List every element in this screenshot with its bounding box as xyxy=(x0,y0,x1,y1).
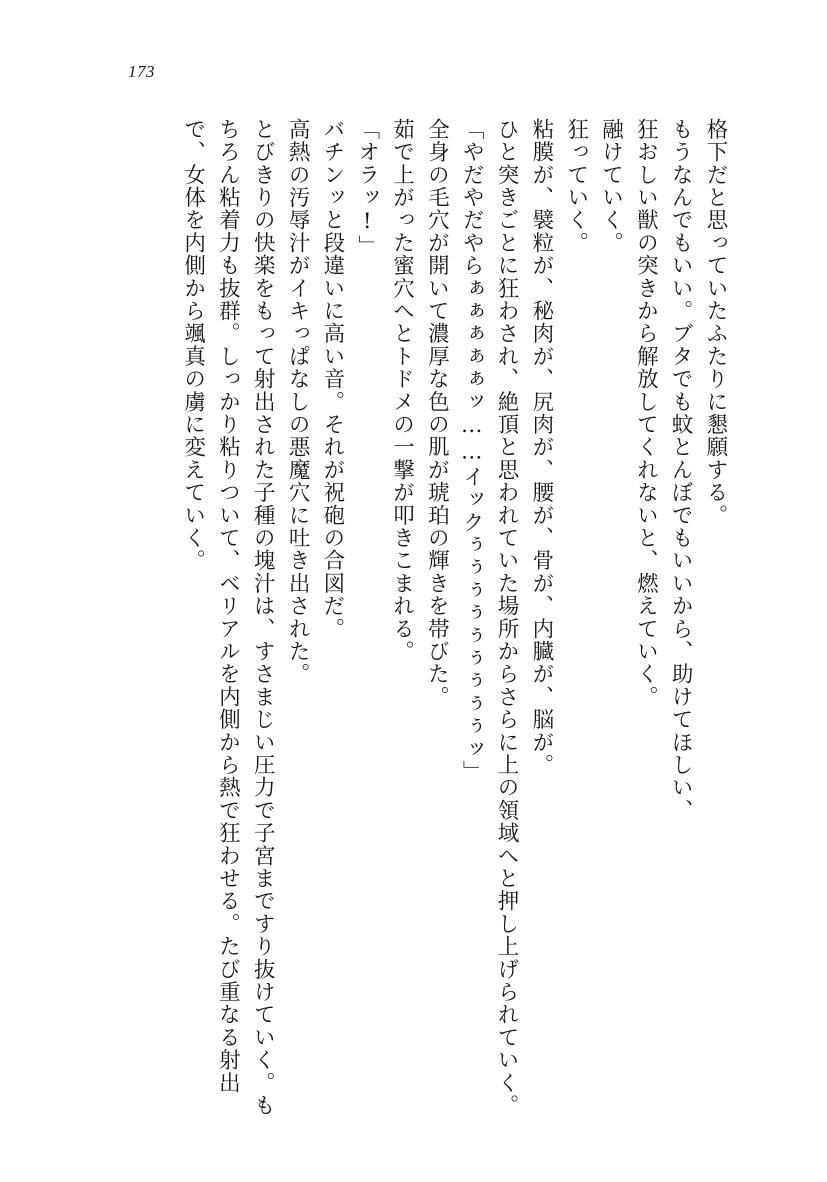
paragraph: ひと突きごとに狂わされ、絶頂と思われていた場所からさらに上の領域へと押し上げられていく。 xyxy=(494,118,520,1117)
paragraph: もうなんでもいい。ブタでも蚊とんぼでもいいから、助けてほしい、 xyxy=(668,118,694,822)
paragraph: 狂おしい獣の突きから解放してくれないと、燃えていく。 xyxy=(633,118,659,709)
page-body-text xyxy=(92,118,732,1118)
paragraph: 粘膜が、襞粒が、秘肉が、尻肉が、腰が、骨が、内臓が、脳が。 xyxy=(528,118,554,777)
paragraph: 狂っていく。 xyxy=(563,118,589,255)
paragraph: 全身の毛穴が開いて濃厚な色の肌が琥珀の輝きを帯びた。 xyxy=(424,118,450,709)
paragraph: とびきりの快楽をもって射出された子種の塊汁は、すさまじい圧力で子宮まですり抜けていく。もちろん粘着力も抜群。しっかり粘りついて、ベリアルを内側から熱で狂わせる。たび重なる射出で、女体を内側から颯真の虜に変えていく。 xyxy=(180,118,276,1117)
paragraph: 「やだやだやらぁぁぁぁぁッ……イックぅぅぅぅぅぅぅぅぅッ」 xyxy=(459,118,485,784)
paragraph: 融けていく。 xyxy=(598,118,624,255)
paragraph: 格下だと思っていたふたりに懇願する。 xyxy=(703,118,728,527)
paragraph: バチンッと段違いに高い音。それが祝砲の合図だ。 xyxy=(319,118,345,641)
page-number: 173 xyxy=(128,62,155,81)
paragraph: 「オラッ!」 xyxy=(354,118,380,258)
paragraph: 高熱の汚辱汁がイキっぱなしの悪魔穴に吐き出された。 xyxy=(285,118,311,686)
paragraph: 茹で上がった蜜穴へとトドメの一撃が叩きこまれる。 xyxy=(389,118,415,663)
